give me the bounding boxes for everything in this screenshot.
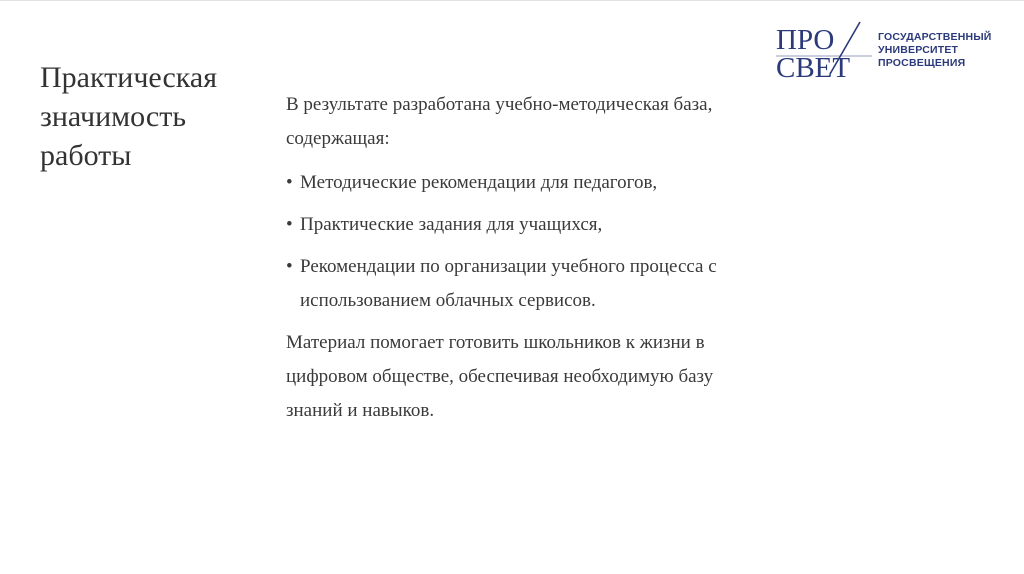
intro-line-1: В результате разработана учебно-методическая база, <box>286 94 713 115</box>
intro-paragraph <box>286 88 846 156</box>
slide-title-line-3: работы <box>40 139 132 172</box>
logo-mark-line-1: ПРО <box>776 24 835 56</box>
list-item <box>286 166 846 200</box>
list-item <box>286 208 846 242</box>
list-item <box>286 250 846 318</box>
list-item-text: Методические рекомендации для педагогов, <box>300 172 658 193</box>
logo-text <box>878 31 992 70</box>
logo-mark-icon <box>774 18 874 82</box>
bullet-icon: • <box>286 256 293 277</box>
university-logo <box>774 18 992 82</box>
logo-text-line-3: ПРОСВЕЩЕНИЯ <box>878 57 966 69</box>
slide-body <box>286 88 846 438</box>
logo-text-line-1: ГОСУДАРСТВЕННЫЙ <box>878 31 992 43</box>
list-item-text: Рекомендации по организации учебного процесса с <box>300 256 717 277</box>
list-item-text: Практические задания для учащихся, <box>300 214 603 235</box>
bullet-icon: • <box>286 172 293 193</box>
conclusion-line-2: цифровом обществе, обеспечивая необходимую базу <box>286 366 714 387</box>
logo-mark-line-2: СВЕТ <box>776 52 851 82</box>
top-border-line <box>0 0 1024 1</box>
conclusion-paragraph <box>286 326 846 428</box>
results-list <box>286 166 846 318</box>
conclusion-line-1: Материал помогает готовить школьников к жизни в <box>286 332 705 353</box>
logo-text-line-2: УНИВЕРСИТЕТ <box>878 44 959 56</box>
bullet-icon: • <box>286 214 293 235</box>
intro-line-2: содержащая: <box>286 128 390 149</box>
slide-title-line-1: Практическая <box>40 61 218 94</box>
slide-title-line-2: значимость <box>40 100 187 133</box>
list-item-text-continuation: использованием облачных сервисов. <box>300 290 596 311</box>
slide-title <box>40 58 265 175</box>
conclusion-line-3: знаний и навыков. <box>286 400 435 421</box>
